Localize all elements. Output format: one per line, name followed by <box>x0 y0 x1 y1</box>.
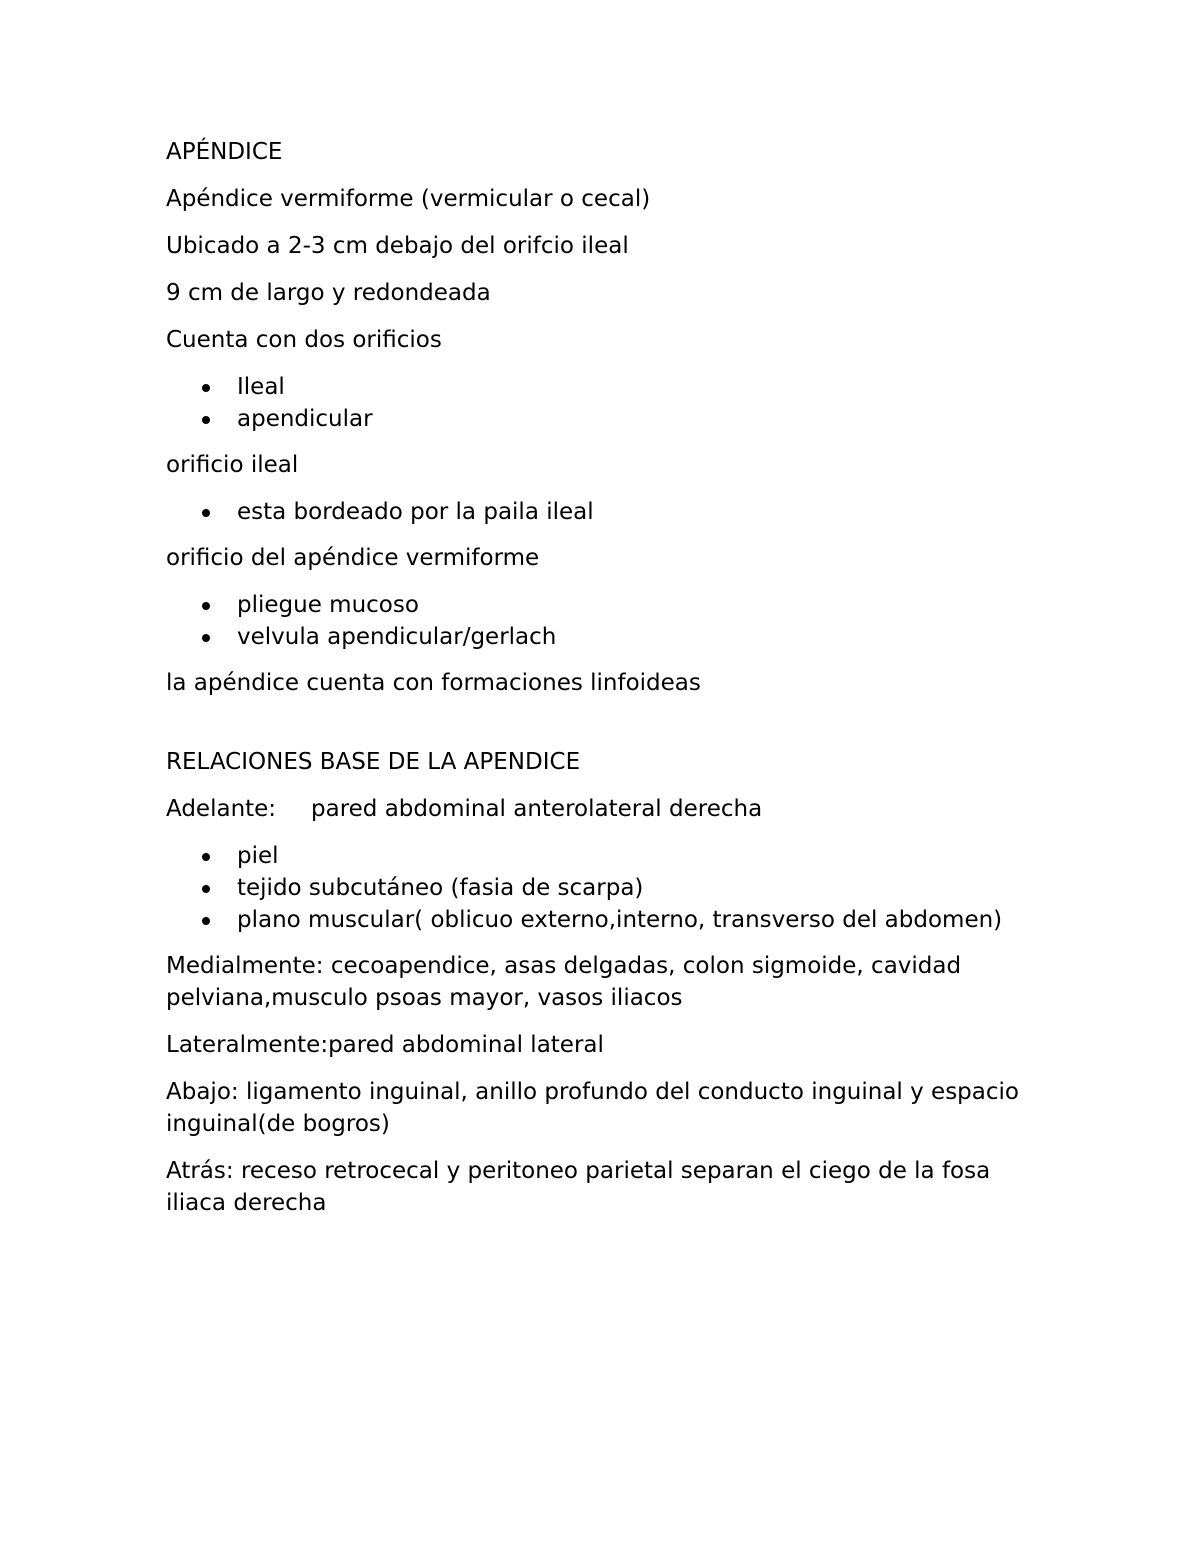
paragraph-location: Ubicado a 2-3 cm debajo del orifcio ileal <box>166 233 629 259</box>
list-item: plano muscular( oblicuo externo,interno, transverso del abdomen) <box>166 904 1046 936</box>
anterior-label: Adelante: <box>166 796 277 822</box>
section-title-relations: RELACIONES BASE DE LA APENDICE <box>166 749 581 775</box>
list-item: velvula apendicular/gerlach <box>166 621 1046 653</box>
appendix-orifice-list <box>166 589 1046 653</box>
paragraph-appendix-orifice: orificio del apéndice vermiforme <box>166 545 540 571</box>
paragraph-lateral: Lateralmente:pared abdominal lateral <box>166 1032 604 1058</box>
blank-line <box>166 714 1046 746</box>
document-title: APÉNDICE <box>166 139 283 165</box>
orifices-list <box>166 371 1046 435</box>
paragraph-size: 9 cm de largo y redondeada <box>166 280 491 306</box>
paragraph-orifices: Cuenta con dos orificios <box>166 327 442 353</box>
list-item: piel <box>166 840 1046 872</box>
paragraph-posterior: Atrás: receso retrocecal y peritoneo parietal separan el ciego de la fosa iliaca derecha <box>166 1158 998 1216</box>
paragraph-ileal-orifice: orificio ileal <box>166 452 299 478</box>
anterior-text: pared abdominal anterolateral derecha <box>311 796 763 822</box>
paragraph-inferior: Abajo: ligamento inguinal, anillo profundo del conducto inguinal y espacio inguinal(de bogros) <box>166 1079 1027 1137</box>
list-item: apendicular <box>166 403 1046 435</box>
list-item: tejido subcutáneo (fasia de scarpa) <box>166 872 1046 904</box>
list-item: Ileal <box>166 371 1046 403</box>
ileal-orifice-list <box>166 496 1046 528</box>
document-page <box>166 136 1046 1234</box>
paragraph-appendix-name: Apéndice vermiforme (vermicular o cecal) <box>166 186 651 212</box>
paragraph-medial: Medialmente: cecoapendice, asas delgadas, colon sigmoide, cavidad pelviana,musculo psoas mayor, vasos iliacos <box>166 953 969 1011</box>
paragraph-anterior <box>166 793 1046 825</box>
list-item: esta bordeado por la paila ileal <box>166 496 1046 528</box>
list-item: pliegue mucoso <box>166 589 1046 621</box>
paragraph-lymphoid: la apéndice cuenta con formaciones linfoideas <box>166 670 701 696</box>
anterior-layers-list <box>166 840 1046 936</box>
